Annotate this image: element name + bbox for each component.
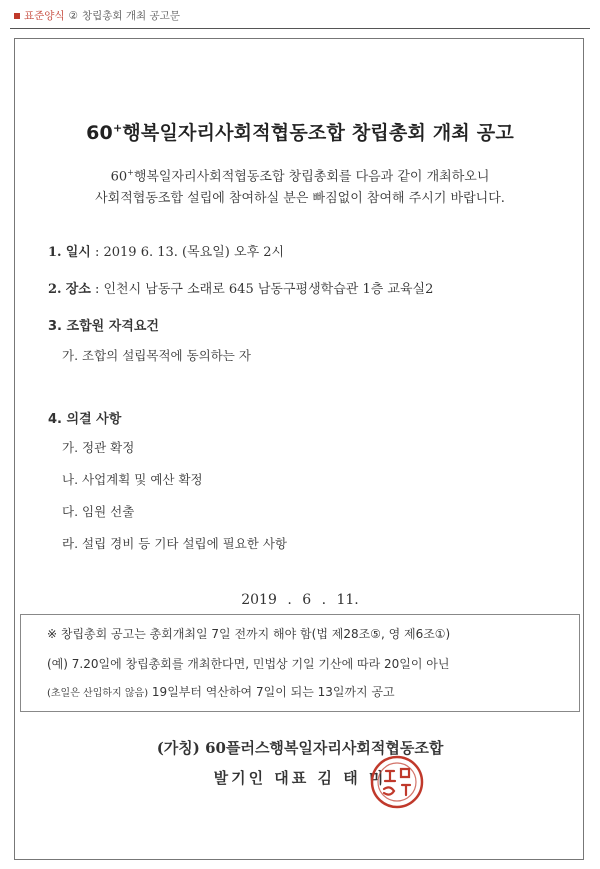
item-datetime: 1. 일시 : 2019 6. 13. (목요일) 오후 2시 bbox=[48, 245, 285, 260]
announcement-date: 2019 . 6 . 11. bbox=[241, 592, 359, 608]
intro-line-2: 사회적협동조합 설립에 참여하실 분은 빠짐없이 참여해 주시기 바랍니다. bbox=[95, 191, 505, 207]
intro-line-1: 60+행복일자리사회적협동조합 창립총회를 다음과 같이 개최하오니 bbox=[110, 168, 490, 185]
notice-box bbox=[20, 614, 580, 712]
representative-name: 발기인 대표 김 태 미 bbox=[213, 769, 387, 787]
document-title: 60+행복일자리사회적협동조합 창립총회 개최 공고 bbox=[86, 121, 514, 144]
item-location: 2. 장소 : 인천시 남동구 소래로 645 남동구평생학습관 1층 교육실2 bbox=[48, 282, 434, 297]
section-member-qualification: 3. 조합원 자격요건 bbox=[48, 319, 159, 334]
header-bullet-icon bbox=[14, 13, 20, 19]
notice-line-3: (초일은 산입하지 않음) 19일부터 역산하여 7일이 되는 13일까지 공고 bbox=[47, 685, 395, 699]
form-header bbox=[14, 8, 180, 23]
resolution-item: 라. 설립 경비 등 기타 설립에 필요한 사항 bbox=[62, 536, 287, 551]
notice-line-1: ※ 창립총회 공고는 총회개최일 7일 전까지 해야 함(법 제28조⑤, 영 제6조①) bbox=[47, 627, 451, 641]
section-resolutions: 4. 의결 사항 bbox=[48, 412, 122, 427]
intro-paragraph bbox=[30, 162, 570, 210]
header-doc-name: 창립총회 개최 공고문 bbox=[82, 10, 180, 22]
header-tag: 표준양식 bbox=[24, 10, 65, 22]
official-seal-icon bbox=[368, 751, 426, 813]
header-divider bbox=[10, 28, 590, 29]
organization-name: (가칭) 60플러스행복일자리사회적협동조합 bbox=[156, 739, 444, 757]
resolution-item: 나. 사업계획 및 예산 확정 bbox=[62, 472, 203, 487]
resolution-item: 다. 임원 선출 bbox=[62, 504, 135, 519]
header-circled-number: ② bbox=[68, 9, 78, 22]
notice-line-2: (예) 7.20일에 창립총회를 개최한다면, 민법상 기일 기산에 따라 20일이 아닌 bbox=[47, 657, 450, 671]
resolution-item: 가. 정관 확정 bbox=[62, 440, 135, 455]
qualification-item: 가. 조합의 설립목적에 동의하는 자 bbox=[62, 348, 251, 363]
